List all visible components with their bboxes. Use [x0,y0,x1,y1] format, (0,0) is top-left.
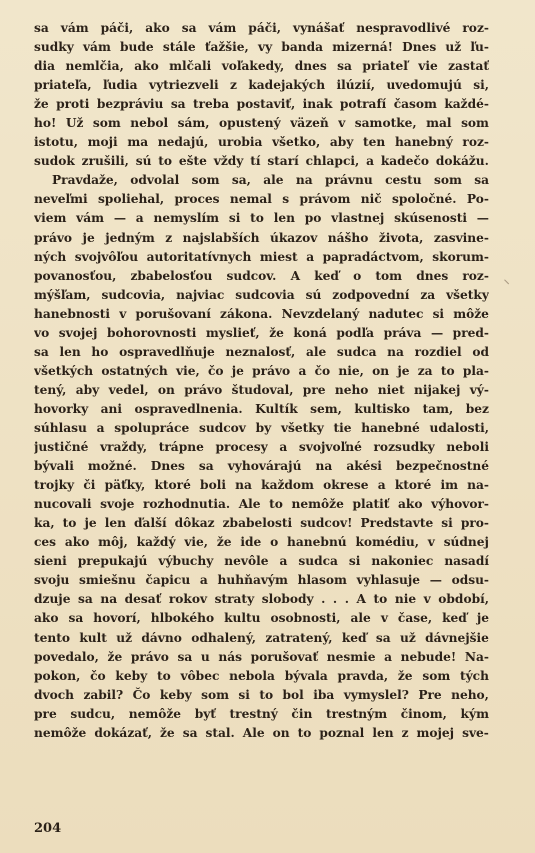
text-line: hovorky ani ospravedlnenia. Kultík sem, kultisko tam, bez [34,401,489,416]
text-line: svoju smiešnu čapicu a huhňavým hlasom vyhlasuje — odsu- [34,573,489,588]
text-line: tený, aby vedel, on právo študoval, pre neho niet nijakej vý- [34,382,489,397]
page-number: 204 [34,821,62,836]
text-line: pokon, čo keby to vôbec nebola bývala pravda, že som tých [34,668,489,683]
text-line: sa vám páči, ako sa vám páči, vynášať nespravodlivé roz- [34,21,489,35]
text-line: mýšľam, sudcovia, najviac sudcovia sú zodpovední za všetky [34,287,489,302]
text-line: nemôže dokázať, že sa stal. Ale on to poznal len z mojej sve- [34,725,489,740]
text-line: justičné vraždy, trápne procesy a svojvoľné rozsudky neboli [34,440,489,455]
text-line: bývali možné. Dnes sa vyhovárajú na akési bezpečnostné [34,459,489,474]
text-line: tento kult už dávno odhalený, zatratený, keď sa už dávnejšie [34,630,489,645]
text-line: sudok zrušili, sú to ešte vždy tí starí chlapci, a kadečo dokážu. [34,154,489,169]
text-line: povedalo, že právo sa u nás porušovať nesmie a nebude! Na- [34,649,489,664]
text-line: trojky či päťky, ktoré boli na každom okrese a ktoré im na- [34,478,489,493]
text-line: všetkých ostatných vie, čo je právo a čo nie, on je za to pla- [34,363,489,378]
text-line: vo svojej bohorovnosti myslieť, že koná podľa práva — pred- [34,325,489,340]
text-line: nucovali svoje rozhodnutia. Ale to nemôže platiť ako výhovor- [34,497,489,512]
text-line: sudky vám bude stále ťažšie, vy banda mizerná! Dnes už ľu- [34,40,489,55]
text-line: povanosťou, zbabelosťou sudcov. A keď o tom dnes roz- [34,268,489,283]
text-line: dzuje sa na desať rokov straty slobody . . . A to nie v období, [34,592,489,607]
text-line: dia nemlčia, ako mlčali voľakedy, dnes sa priateľ vie zastať [34,59,489,74]
text-line: neveľmi spoliehal, proces nemal s právom nič spoločné. Po- [34,192,489,207]
body-text [34,19,489,743]
text-line: právo je jedným z najslabších úkazov nášho života, zasvine- [34,230,489,245]
text-line: sieni prepukajú výbuchy nevôle a sudca si nakoniec nasadí [34,554,489,569]
margin-mark [500,279,509,288]
text-line: Pravdaže, odvolal som sa, ale na právnu cestu som sa [52,173,489,188]
text-line: priateľa, ľudia vytriezveli z kadejakých ilúzií, uvedomujú si, [34,78,489,93]
text-line: ces ako môj, každý vie, že ide o hanebnú komédiu, v súdnej [34,535,489,550]
text-line: že proti bezpráviu sa treba postaviť, inak potrafí časom každé- [34,97,489,112]
text-line: ho! Už som nebol sám, opustený väzeň v samotke, mal som [34,116,489,131]
text-line: ných svojvôľou autoritatívnych miest a papradáctvom, skorum- [34,249,489,264]
text-line: hanebnosti v porušovaní zákona. Nevzdelaný nadutec si môže [34,306,489,321]
text-line: viem vám — a nemyslím si to len po vlastnej skúsenosti — [34,211,489,226]
text-line: dvoch zabil? Čo keby som si to bol iba vymyslel? Pre neho, [34,687,489,702]
text-line: sa len ho ospravedlňuje neznalosť, ale sudca na rozdiel od [34,344,489,359]
text-line: súhlasu a spolupráce sudcov by všetky tie hanebné udalosti, [34,420,489,435]
text-line: istotu, moji ma nedajú, urobia všetko, aby ten hanebný roz- [34,135,489,150]
text-line: ako sa hovorí, hlbokého kultu osobnosti, ale v čase, keď je [34,611,489,626]
text-line: ka, to je len ďalší dôkaz zbabelosti sudcov! Predstavte si pro- [34,516,489,531]
text-line: pre sudcu, nemôže byť trestný čin trestným činom, kým [34,706,489,721]
